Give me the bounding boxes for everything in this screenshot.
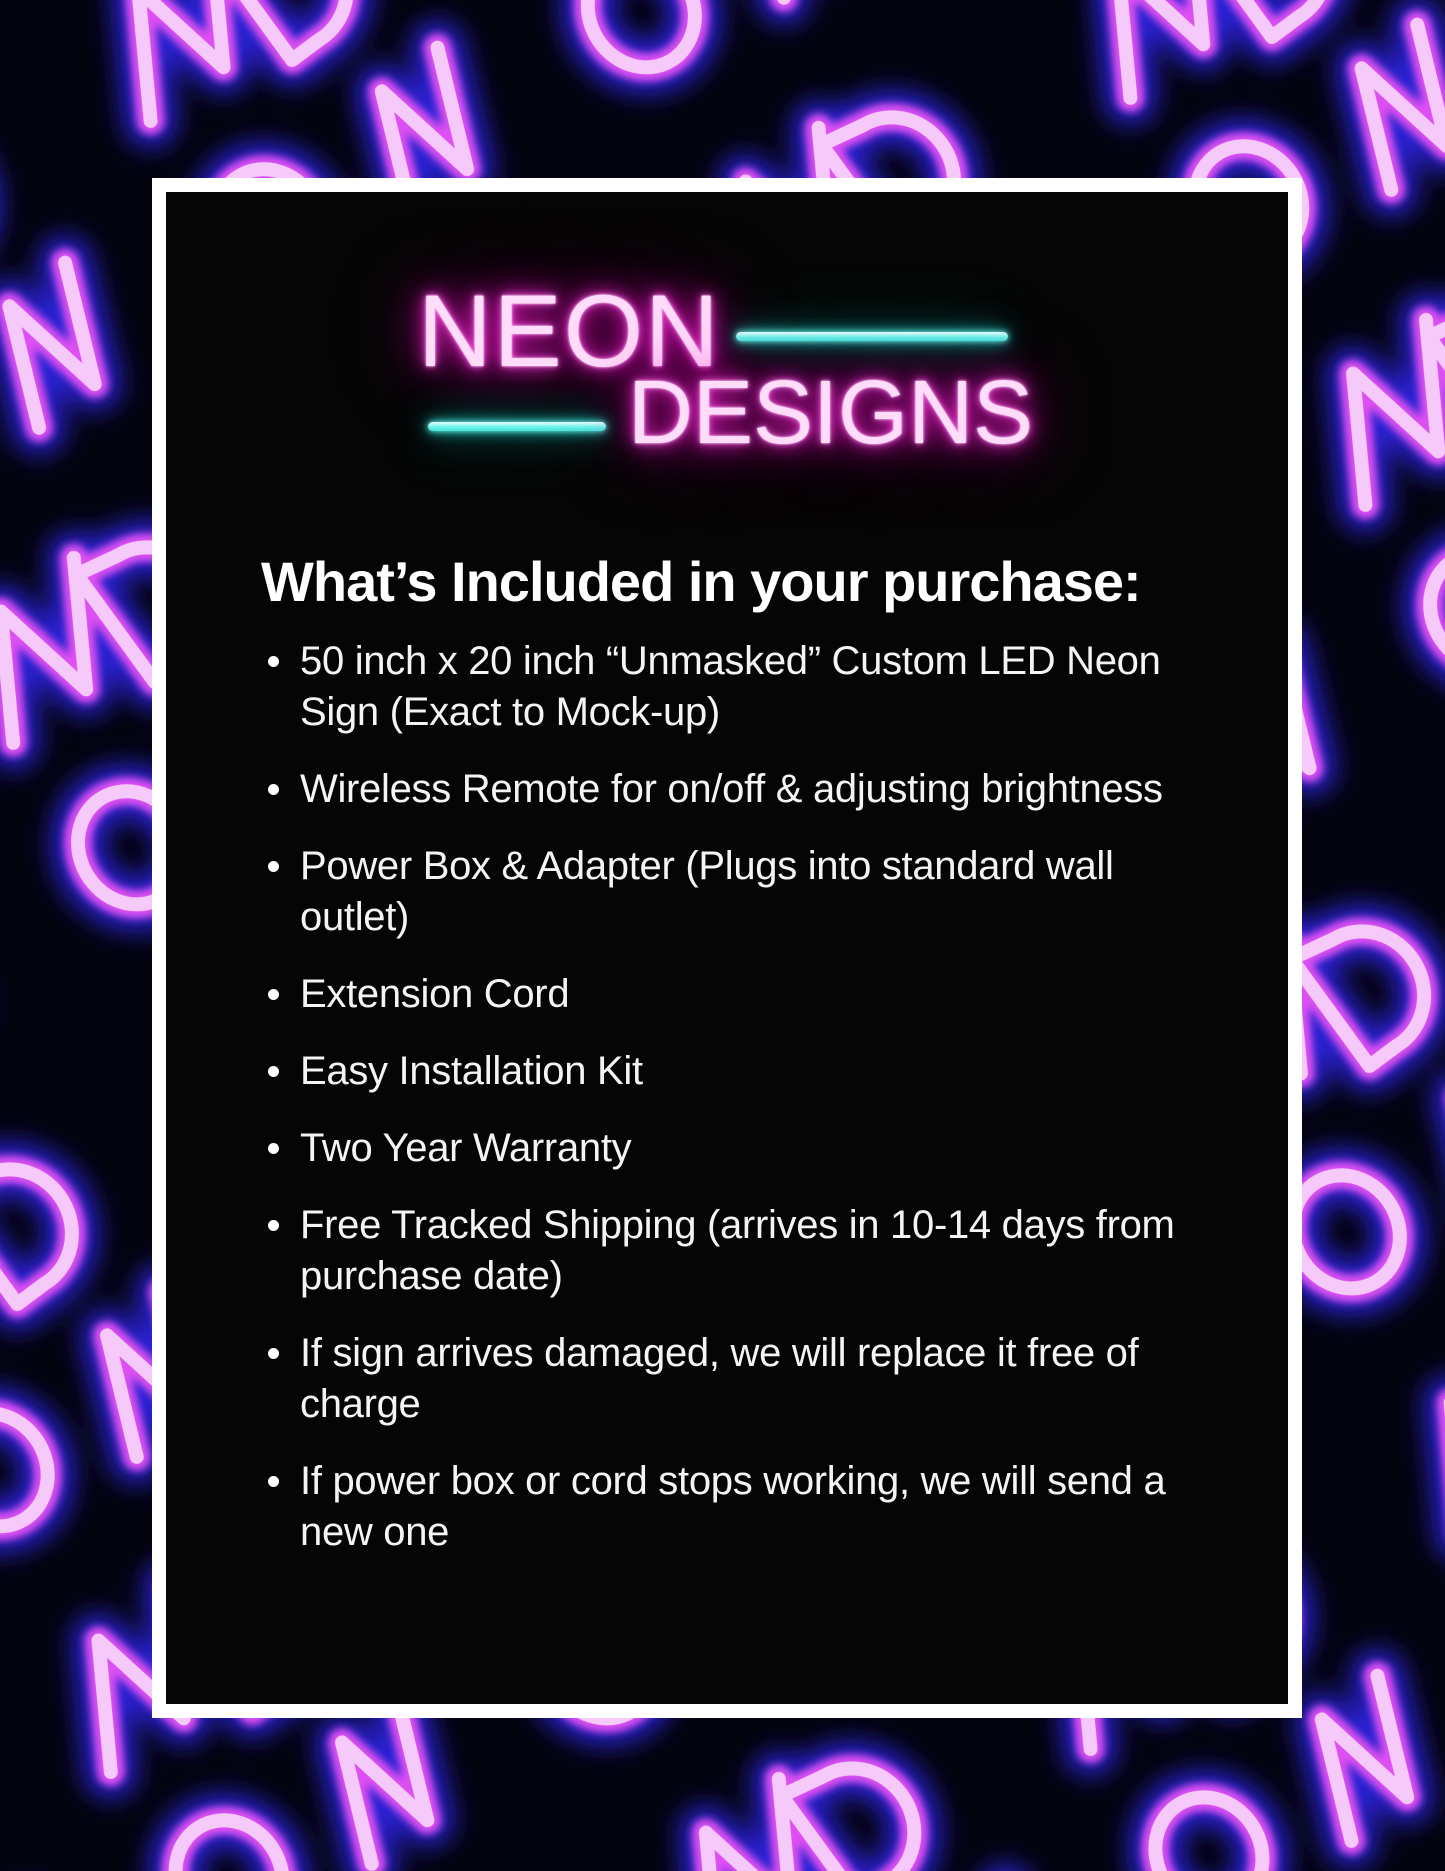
list-item: Power Box & Adapter (Plugs into standard wall outlet) bbox=[266, 841, 1200, 943]
brand-logo bbox=[166, 192, 1288, 472]
page-title: What’s Included in your purchase: bbox=[261, 550, 1141, 613]
info-card bbox=[152, 178, 1302, 1718]
logo-dash-right bbox=[736, 332, 1008, 341]
list-item: Extension Cord bbox=[266, 969, 1200, 1020]
logo-text-neon: NEON bbox=[418, 274, 721, 388]
list-item: Two Year Warranty bbox=[266, 1123, 1200, 1174]
logo-text-designs: DESIGNS bbox=[628, 363, 1034, 463]
list-item: Free Tracked Shipping (arrives in 10-14 days from purchase date) bbox=[266, 1200, 1200, 1302]
list-item: If sign arrives damaged, we will replace it free of charge bbox=[266, 1328, 1200, 1430]
list-item: 50 inch x 20 inch “Unmasked” Custom LED Neon Sign (Exact to Mock-up) bbox=[266, 636, 1200, 738]
list-item: If power box or cord stops working, we will send a new one bbox=[266, 1456, 1200, 1558]
included-list bbox=[266, 636, 1202, 1584]
list-item: Easy Installation Kit bbox=[266, 1046, 1200, 1097]
logo-dash-left bbox=[428, 422, 606, 431]
list-item: Wireless Remote for on/off & adjusting brightness bbox=[266, 764, 1200, 815]
